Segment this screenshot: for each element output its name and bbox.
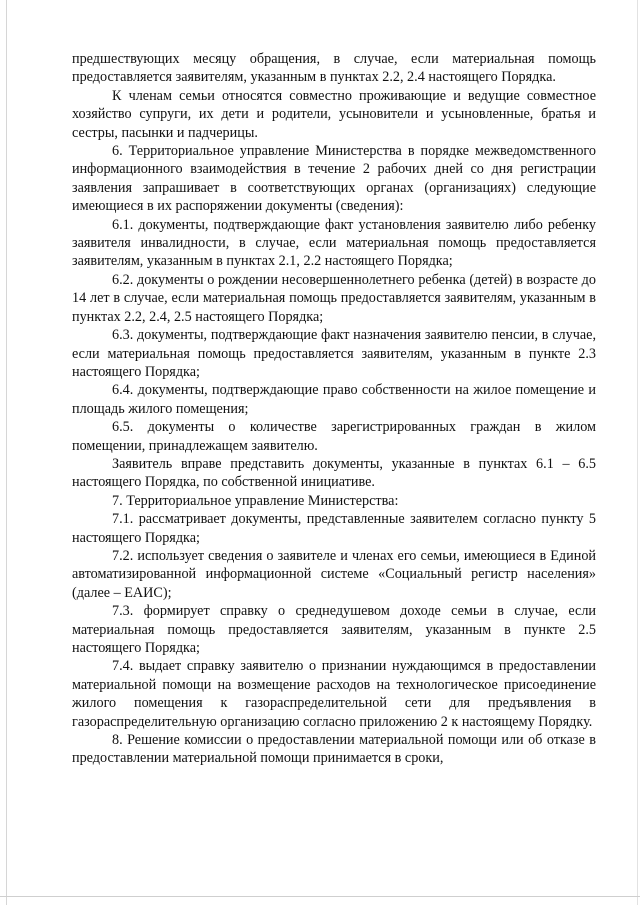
page-bottom-divider — [0, 896, 640, 897]
paragraph-7-1: 7.1. рассматривает документы, представленные заявителем согласно пункту 5 настоящего Порядка; — [72, 511, 596, 546]
paragraph-6-3: 6.3. документы, подтверждающие факт назначения заявителю пенсии, в случае, если материальная помощь предоставляется заявителям, указанным в пункте 2.3 настоящего Порядка; — [72, 327, 596, 380]
paragraph-7-4: 7.4. выдает справку заявителю о признании нуждающимся в предоставлении материальной помощи на возмещение расходов на технологическое присоединение жилого помещения к газораспределительной сети для предъявления в газораспределительную организацию согласно приложению 2 к настоящему Порядку. — [72, 658, 596, 730]
paragraph-continuation: предшествующих месяцу обращения, в случае, если материальная помощь предоставляется заявителям, указанным в пунктах 2.2, 2.4 настоящего Порядка. — [72, 51, 596, 86]
paragraph-8: 8. Решение комиссии о предоставлении материальной помощи или об отказе в предоставлении материальной помощи принимается в сроки, — [72, 732, 596, 767]
paragraph-applicant-right: Заявитель вправе представить документы, указанные в пунктах 6.1 – 6.5 настоящего Порядка, по собственной инициативе. — [72, 455, 596, 491]
paragraph-6-1: 6.1. документы, подтверждающие факт установления заявителю либо ребенку заявителя инвалидности, в случае, если материальная помощь предоставляется заявителям, указанным в пунктах 2.1, 2.2 настоящего Порядка; — [72, 216, 596, 270]
paragraph-6-2: 6.2. документы о рождении несовершеннолетнего ребенка (детей) в возрасте до 14 лет в случае, если материальная помощь предоставляется заявителям, указанным в пунктах 2.2, 2.4, 2.5 настоящего Порядка; — [72, 271, 596, 325]
paragraph-family-members: К членам семьи относятся совместно проживающие и ведущие совместное хозяйство супруги, их дети и родители, усыновители и усыновленные, братья и сестры, пасынки и падчерицы. — [72, 87, 596, 141]
paragraph-6-4: 6.4. документы, подтверждающие право собственности на жилое помещение и площадь жилого помещения; — [72, 382, 596, 417]
document-page — [72, 50, 596, 768]
paragraph-7: 7. Территориальное управление Министерства: — [112, 492, 399, 509]
paragraph-7-2: 7.2. использует сведения о заявителе и членах его семьи, имеющиеся в Единой автоматизированной информационной системе «Социальный регистр населения» (далее – ЕАИС); — [72, 547, 596, 601]
paragraph-6: 6. Территориальное управление Министерства в порядке межведомственного информационного взаимодействия в течение 2 рабочих дней со дня регистрации заявления запрашивает в соответствующих органах (организациях) следующие имеющиеся в их распоряжении документы (сведения): — [72, 143, 596, 215]
scan-edge-left — [6, 0, 7, 905]
paragraph-6-5: 6.5. документы о количестве зарегистрированных граждан в жилом помещении, принадлежащем заявителю. — [72, 419, 596, 454]
paragraph-7-3: 7.3. формирует справку о среднедушевом доходе семьи в случае, если материальная помощь предоставляется заявителям, указанным в пункте 2.5 настоящего Порядка; — [72, 603, 596, 656]
scan-edge-right — [637, 0, 638, 905]
